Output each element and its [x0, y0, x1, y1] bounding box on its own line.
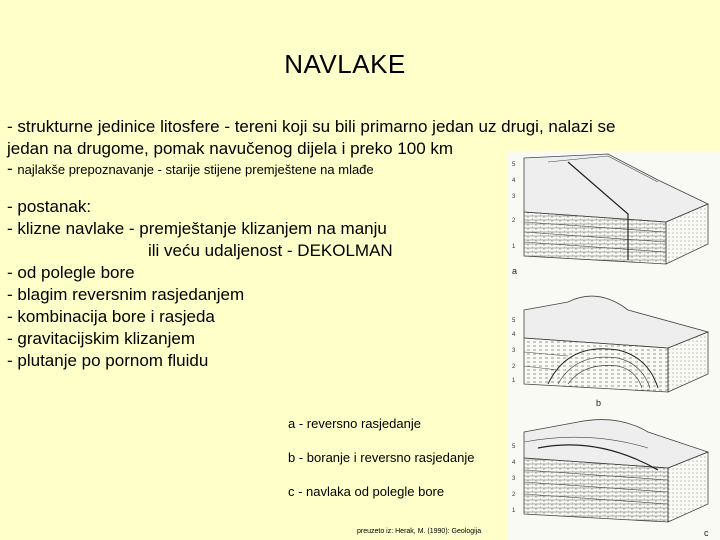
intro-note-dash: - — [7, 159, 18, 178]
source-citation: preuzeto iz: Herak, M. (1990): Geologija — [357, 528, 482, 535]
origin-list — [7, 196, 507, 372]
layer-number: 4 — [512, 332, 516, 338]
layer-number: 4 — [512, 460, 516, 466]
intro-note-text: najlakše prepoznavanje - starije stijene premještene na mlađe — [17, 162, 374, 177]
layer-number: 4 — [512, 178, 516, 184]
figure-captions — [288, 416, 474, 518]
origin-item: - kombinacija bore i rasjeda — [7, 307, 215, 326]
panel-c-diagram — [524, 420, 708, 522]
geology-figure — [508, 152, 720, 540]
origin-item: - gravitacijskim klizanjem — [7, 329, 195, 348]
layer-number: 1 — [512, 244, 516, 250]
layer-number: 5 — [512, 318, 516, 324]
layer-number: 3 — [512, 348, 516, 354]
origin-item-continuation: ili veću udaljenost - DEKOLMAN — [148, 241, 393, 260]
panel-label-c: c — [704, 528, 709, 538]
intro-note — [7, 158, 374, 181]
caption-a: a - reversno rasjedanje — [288, 416, 421, 431]
origin-item: - od polegle bore — [7, 263, 135, 282]
layer-number: 3 — [512, 476, 516, 482]
caption-c: c - navlaka od polegle bore — [288, 484, 445, 499]
block-diagrams — [508, 152, 720, 540]
layer-number: 2 — [512, 218, 516, 224]
origin-item: - blagim reversnim rasjedanjem — [7, 285, 245, 304]
panel-b-diagram — [524, 296, 708, 392]
panel-label-b: b — [596, 398, 602, 408]
panel-a-diagram — [524, 154, 708, 264]
layer-number: 3 — [512, 194, 516, 200]
layer-number: 2 — [512, 364, 516, 370]
layer-number: 2 — [512, 492, 516, 498]
layer-number: 1 — [512, 508, 516, 514]
layer-number: 5 — [512, 162, 516, 168]
origin-heading: - postanak: — [7, 197, 92, 216]
origin-item: - plutanje po pornom fluidu — [7, 351, 209, 370]
origin-item: - klizne navlake - premještanje klizanjem na manju — [7, 219, 387, 238]
panel-label-a: a — [512, 266, 518, 276]
layer-number: 1 — [512, 378, 516, 384]
slide-title: NAVLAKE — [284, 49, 406, 79]
caption-b: b - boranje i reversno rasjedanje — [288, 450, 475, 465]
intro-line-2: jedan na drugome, pomak navučenog dijela i preko 100 km — [7, 139, 454, 158]
intro-line-1: - strukturne jedinice litosfere - tereni koji su bili primarno jedan uz drugi, nalazi se — [7, 117, 616, 136]
layer-number: 5 — [512, 444, 516, 450]
